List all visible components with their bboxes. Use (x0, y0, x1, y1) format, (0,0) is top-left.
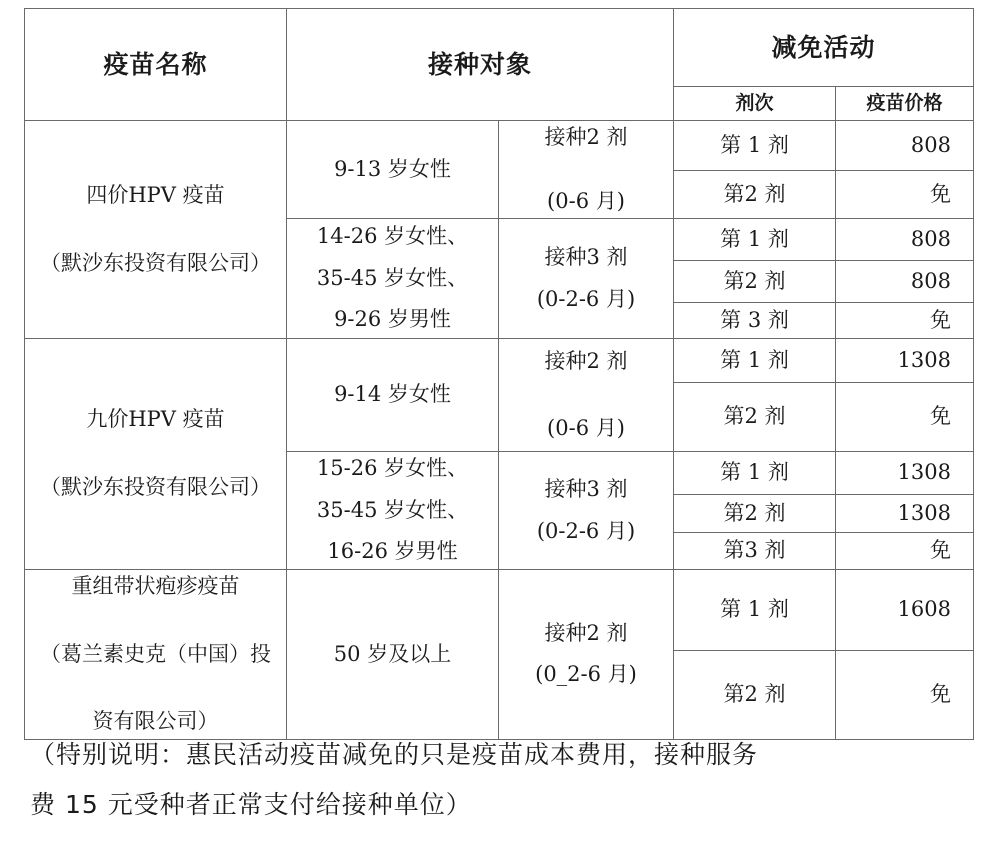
target-group-line: 35-45 岁女性、 (316, 265, 469, 290)
target-group-line: 9-14 岁女性 (334, 382, 451, 407)
vaccine-price-cell: 1308 (836, 494, 974, 533)
dose-number-cell: 第2 剂 (674, 261, 836, 303)
header-row (25, 9, 974, 87)
dose-number-cell: 第 1 剂 (674, 452, 836, 495)
vaccine-price-cell: 808 (836, 219, 974, 261)
note-line: 费 15 元受种者正常支付给接种单位） (30, 790, 472, 819)
target-group-cell (287, 569, 499, 739)
target-group-line: 9-13 岁女性 (334, 156, 451, 181)
vaccine-price-cell: 免 (836, 650, 974, 739)
target-group-line: 14-26 岁女性、 (316, 224, 469, 249)
dose-schedule-cell (499, 219, 674, 339)
vaccine-name-cell (25, 121, 287, 339)
dose-schedule-line: 接种2 剂 (544, 620, 628, 645)
vaccine-name-cell (25, 339, 287, 570)
dose-schedule-cell (499, 452, 674, 570)
vaccine-price-cell: 免 (836, 533, 974, 570)
target-group-cell (287, 452, 499, 570)
target-group-cell (287, 339, 499, 452)
dose-schedule-line: (0-2-6 月) (536, 518, 636, 543)
vaccine-price-cell: 808 (836, 121, 974, 171)
dose-schedule-cell (499, 569, 674, 739)
dose-number-cell: 第 1 剂 (674, 121, 836, 171)
header-price: 疫苗价格 (836, 87, 974, 121)
dose-schedule-line: (0-6 月) (547, 416, 625, 441)
table-row (25, 569, 974, 650)
dose-number-cell: 第3 剂 (674, 533, 836, 570)
vaccine-price-cell: 免 (836, 171, 974, 219)
dose-schedule-line: (0-2-6 月) (536, 286, 636, 311)
vaccine-name-line: （葛兰素史克（中国）投 (40, 641, 271, 666)
dose-number-cell: 第 1 剂 (674, 219, 836, 261)
header-vaccine-name: 疫苗名称 (25, 9, 287, 121)
table-row (25, 339, 974, 383)
dose-number-cell: 第2 剂 (674, 383, 836, 452)
dose-number-cell: 第 3 剂 (674, 303, 836, 339)
dose-schedule-line: (0_2-6 月) (535, 662, 637, 687)
dose-schedule-line: 接种2 剂 (544, 348, 628, 373)
header-target-group: 接种对象 (287, 9, 674, 121)
vaccine-name-line: 九价HPV 疫苗 (86, 407, 225, 432)
vaccine-price-cell: 1308 (836, 339, 974, 383)
dose-schedule-cell (499, 339, 674, 452)
vaccine-name-line: 重组带状疱疹疫苗 (71, 573, 240, 598)
target-group-line: 50 岁及以上 (333, 641, 452, 666)
target-group-line: 35-45 岁女性、 (316, 497, 469, 522)
vaccine-name-line: （默沙东投资有限公司） (40, 475, 271, 500)
vaccine-price-cell: 1308 (836, 452, 974, 495)
vaccine-price-cell: 1608 (836, 569, 974, 650)
target-group-cell (287, 219, 499, 339)
header-promotion: 减免活动 (674, 9, 974, 87)
vaccine-name-cell (25, 569, 287, 739)
vaccine-price-cell: 免 (836, 303, 974, 339)
dose-number-cell: 第 1 剂 (674, 569, 836, 650)
vaccine-price-cell: 808 (836, 261, 974, 303)
header-dose: 剂次 (674, 87, 836, 121)
vaccine-price-table (24, 8, 974, 740)
dose-number-cell: 第2 剂 (674, 650, 836, 739)
dose-schedule-line: 接种3 剂 (544, 476, 628, 501)
vaccine-price-cell: 免 (836, 383, 974, 452)
dose-number-cell: 第2 剂 (674, 494, 836, 533)
target-group-line: 9-26 岁男性 (334, 307, 451, 332)
dose-schedule-line: 接种2 剂 (544, 125, 628, 149)
target-group-cell (287, 121, 499, 219)
vaccine-name-line: （默沙东投资有限公司） (40, 250, 271, 275)
dose-schedule-line: (0-6 月) (547, 188, 625, 213)
dose-number-cell: 第2 剂 (674, 171, 836, 219)
target-group-line: 16-26 岁男性 (327, 539, 458, 564)
dose-schedule-cell (499, 121, 674, 219)
dose-schedule-line: 接种3 剂 (544, 245, 628, 270)
table-body (25, 9, 974, 740)
dose-number-cell: 第 1 剂 (674, 339, 836, 383)
vaccine-name-line: 资有限公司） (92, 709, 219, 734)
target-group-line: 15-26 岁女性、 (316, 456, 469, 481)
special-note (30, 730, 970, 830)
vaccine-name-line: 四价HPV 疫苗 (86, 183, 225, 207)
table-row (25, 121, 974, 171)
note-line: （特别说明：惠民活动疫苗减免的只是疫苗成本费用，接种服务 (30, 740, 759, 769)
